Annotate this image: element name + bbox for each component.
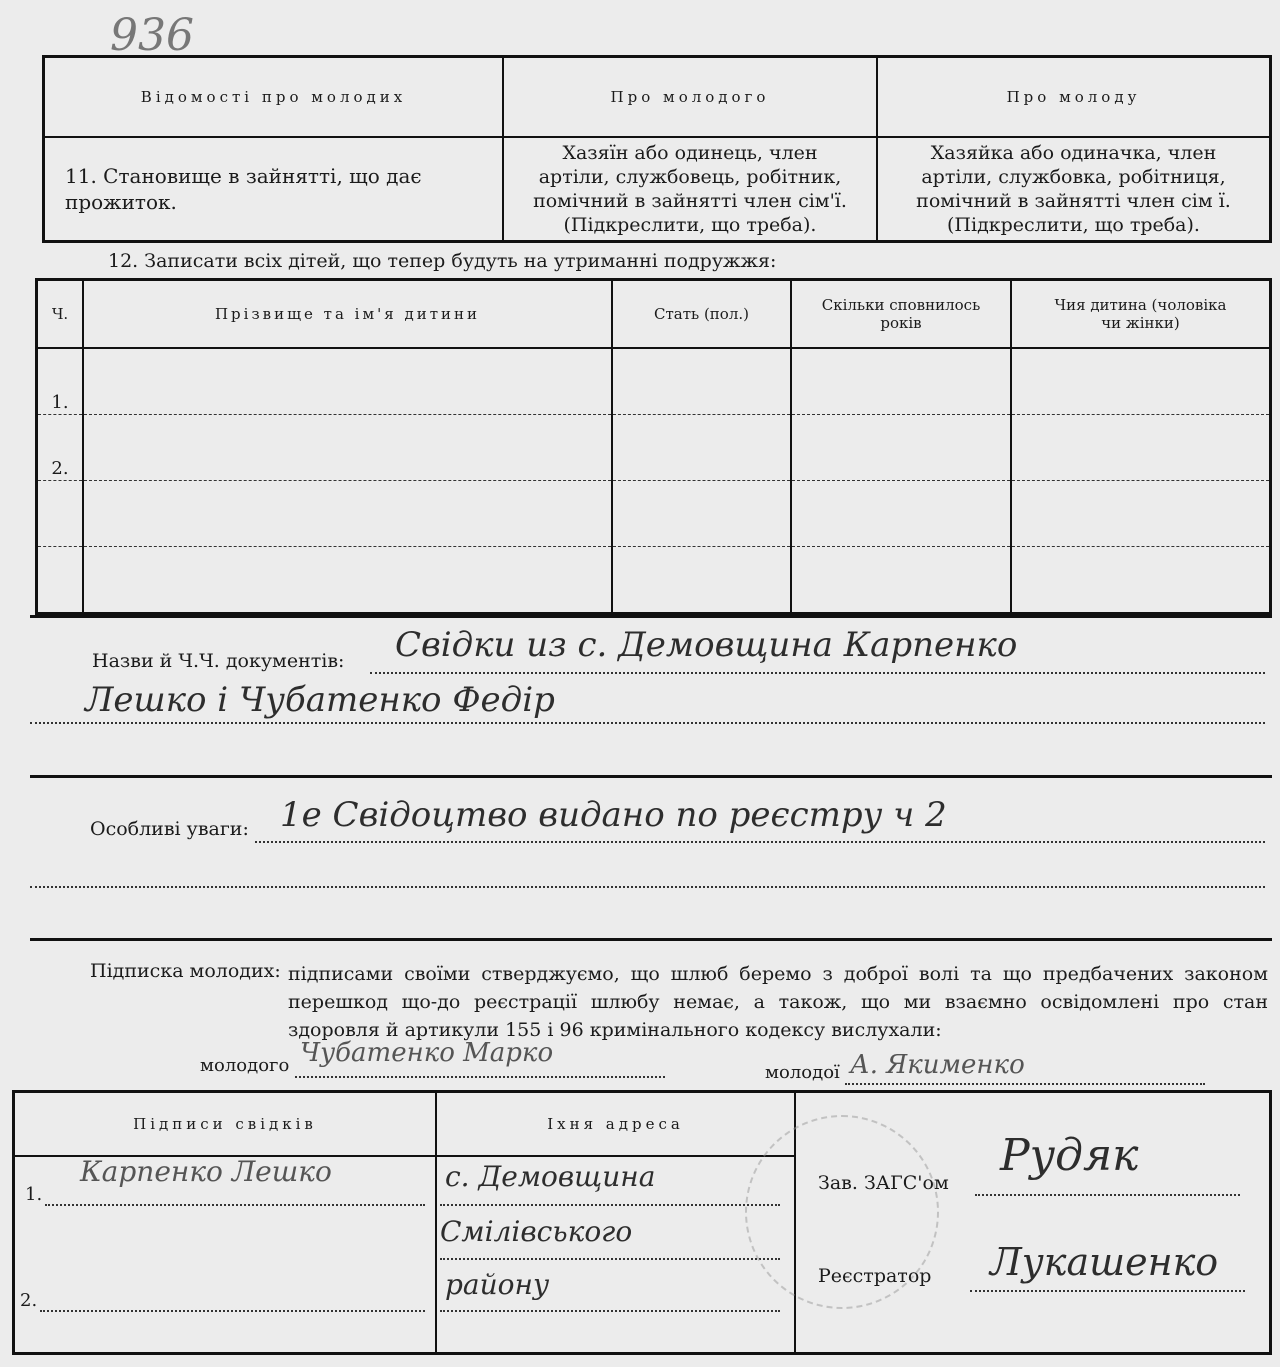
divider — [30, 938, 1272, 941]
zags-head-line — [975, 1194, 1240, 1196]
col-age: Скільки сповнилось років — [791, 280, 1011, 349]
col-whose: Чия дитина (чоловіка чи жінки) — [1011, 280, 1271, 349]
bride-signature: А. Якименко — [850, 1050, 1025, 1080]
zags-head-signature: Рудяк — [1000, 1130, 1139, 1181]
col-witness-signatures: Підписи свідків — [14, 1092, 437, 1157]
col-number: Ч. — [37, 280, 84, 349]
child-whose-cell — [1011, 481, 1271, 547]
address-line-2 — [440, 1258, 780, 1260]
documents-line-1 — [370, 672, 1265, 674]
groom-occupation: Хазяїн або одинець, член артіли, службовець, робітник, помічний в зайнятті член сім'ї. (Підкреслити, що треба). — [503, 137, 877, 242]
child-sex-cell — [612, 415, 791, 481]
row-number: 1. — [37, 348, 84, 415]
child-whose-cell — [1011, 415, 1271, 481]
registrar-signature: Лукашенко — [990, 1240, 1219, 1284]
witness-address-3: району — [445, 1268, 550, 1301]
divider — [30, 615, 1272, 618]
children-table — [35, 278, 1272, 615]
witness-signature-1: Карпенко Лешко — [80, 1155, 332, 1188]
pledge-label: Підписка молодих: — [90, 960, 281, 982]
col-witness-address: Іхня адреса — [436, 1092, 795, 1157]
remarks-line-2 — [30, 886, 1265, 888]
bride-sign-line — [845, 1083, 1205, 1085]
remarks-label: Особливі уваги: — [90, 818, 249, 840]
groom-sign-label: молодого — [200, 1055, 290, 1076]
header-groom: Про молодого — [503, 57, 877, 137]
page-number: 936 — [110, 10, 194, 61]
groom-signature: Чубатенко Марко — [300, 1038, 554, 1068]
witness-line-1 — [45, 1204, 425, 1206]
spouses-info-table — [42, 55, 1272, 243]
child-whose-cell — [1011, 348, 1271, 415]
child-age-cell — [791, 547, 1011, 614]
child-name-cell — [83, 481, 612, 547]
row-number — [37, 547, 84, 614]
witness-number-1: 1. — [25, 1184, 43, 1205]
witness-address-2: Смілівського — [440, 1215, 633, 1248]
address-line-3 — [440, 1310, 780, 1312]
child-name-cell — [83, 547, 612, 614]
child-sex-cell — [612, 348, 791, 415]
remarks-line-1 — [255, 841, 1265, 843]
zags-head-label: Зав. ЗАГС'ом — [818, 1172, 949, 1194]
child-age-cell — [791, 348, 1011, 415]
documents-handwriting-2: Лешко і Чубатенко Федір — [85, 680, 555, 720]
child-name-cell — [83, 348, 612, 415]
address-line-1 — [440, 1204, 780, 1206]
child-sex-cell — [612, 481, 791, 547]
child-sex-cell — [612, 547, 791, 614]
groom-sign-line — [295, 1076, 665, 1078]
child-age-cell — [791, 481, 1011, 547]
remarks-handwriting: 1е Свідоцтво видано по реєстру ч 2 — [280, 795, 947, 835]
witness-number-2: 2. — [20, 1290, 38, 1311]
registrar-label: Реєстратор — [818, 1265, 932, 1287]
bride-sign-label: молодої — [765, 1062, 840, 1083]
registrar-line — [970, 1290, 1245, 1292]
divider — [30, 775, 1272, 778]
children-title: 12. Записати всіх дітей, що тепер будуть на утриманні подружжя: — [108, 250, 777, 272]
child-whose-cell — [1011, 547, 1271, 614]
bride-occupation: Хазяйка або одиначка, член артіли, службовка, робітниця, помічний в зайнятті член сім ї. (Підкреслити, що треба). — [877, 137, 1271, 242]
col-sex: Стать (пол.) — [612, 280, 791, 349]
col-child-name: Прізвище та ім'я дитини — [83, 280, 612, 349]
header-bride: Про молоду — [877, 57, 1271, 137]
header-info: Відомості про молодих — [44, 57, 504, 137]
documents-line-2 — [30, 722, 1265, 724]
witness-line-2 — [40, 1310, 425, 1312]
row-number: 2. — [37, 415, 84, 481]
witness-address-1: с. Демовщина — [445, 1160, 656, 1193]
pledge-text: підписами своїми стверджуємо, що шлюб беремо з доброї волі та що предбачених законом перешкод що-до реєстрації шлюбу немає, а також, що ми взаємно освідомлені про стан здоровля й артикули 155 і 96 кримінального кодексу вислухали: — [288, 963, 1268, 1041]
child-name-cell — [83, 415, 612, 481]
row-number — [37, 481, 84, 547]
child-age-cell — [791, 415, 1011, 481]
occupation-label: 11. Становище в зайнятті, що дає прожиток. — [44, 137, 504, 242]
documents-handwriting-1: Свідки из с. Демовщина Карпенко — [395, 625, 1018, 665]
documents-label: Назви й Ч.Ч. документів: — [92, 650, 345, 672]
